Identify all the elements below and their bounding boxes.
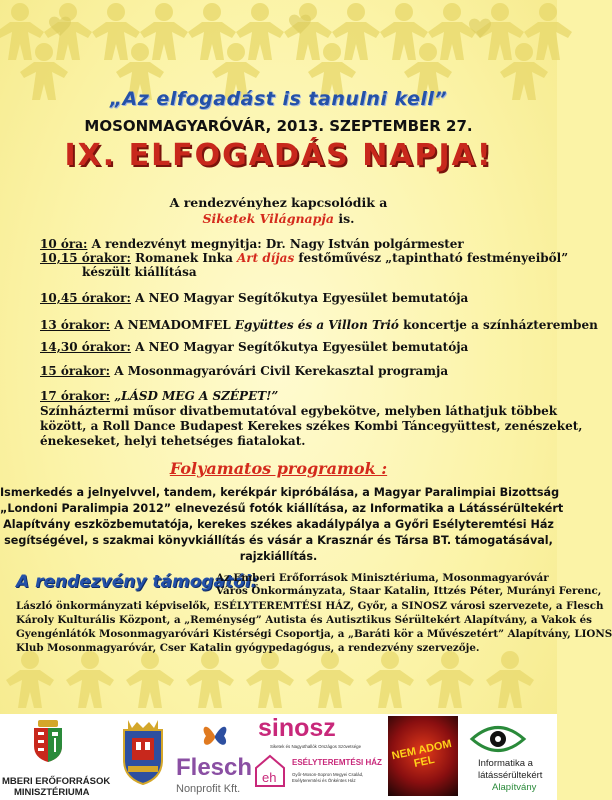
eye-logo-icon <box>468 722 528 756</box>
program-time: 10,15 órakor: <box>40 251 131 265</box>
continuous-program-line: segítségével, s szakmai könyvkiállítás és vásár a Krasznár és Társa BT. támogatásával, <box>4 534 553 547</box>
program-text: koncertje a színházteremben <box>398 318 598 332</box>
continuous-program-line: rajzkiállítás. <box>239 550 318 563</box>
event-title: IX. ELFOGADÁS NAPJA! <box>64 138 493 173</box>
supporters-line: Károly Kulturális Központ, a „Reménység” Autista és Autisztikus Sérültekért Alapítvány, a Vakok és <box>16 614 592 626</box>
program-item <box>40 237 464 251</box>
informatika-logo-line3: Alapítvány <box>492 782 537 793</box>
continuous-program-line: Ismerkedés a jelnyelvvel, tandem, kerékpár kipróbálása, a Magyar Paralimpiai Bizottság <box>0 486 560 499</box>
supporters-line: Klub Mosonmagyaróvár, Cser Katalin gyógypedagógus, a rendezvény szervezője. <box>16 642 480 654</box>
event-date-location: MOSONMAGYARÓVÁR, 2013. SZEPTEMBER 27. <box>84 117 473 135</box>
informatika-logo-line1: Informatika a <box>478 758 533 769</box>
continuous-program-line: „Londoni Paralimpia 2012” elnevezésű fotók kiállítása, az Informatika a Látássérültekért <box>0 502 564 515</box>
program-text: Romanek Inka <box>130 251 238 265</box>
slogan: „Az elfogadást is tanulni kell” <box>109 88 448 110</box>
intro-highlight-line <box>0 211 557 226</box>
program-item <box>40 364 448 378</box>
program-item <box>40 340 468 354</box>
sinosz-logo-text: sinosz <box>258 714 336 742</box>
program-time: 10 óra: <box>40 237 88 251</box>
program-text: A Mosonmagyaróvári Civil Kerekasztal programja <box>110 364 449 378</box>
program-time: 13 órakor: <box>40 318 111 332</box>
esely-logo-subtitle: Győr-Moson-Sopron Megyei Család, Esélyteremtési és Önkéntes Ház <box>292 772 364 783</box>
svg-text:eh: eh <box>262 770 277 785</box>
flesch-butterfly-icon <box>200 720 230 752</box>
supporters-line: Város Önkormányzata, Staar Katalin, Ittzés Péter, Murányi Ferenc, <box>216 585 602 597</box>
program-item <box>40 291 468 305</box>
sponsor-logo-strip <box>0 714 557 800</box>
city-coat-of-arms-icon <box>118 716 168 786</box>
intro-highlight: Siketek Világnapja <box>202 211 334 226</box>
nemadomfel-band-logo <box>388 716 458 796</box>
program-item-continuation: készült kiállítása <box>82 265 197 279</box>
continuous-programs-title: Folyamatos programok : <box>169 459 388 478</box>
flesch-logo-text: Flesch <box>176 754 253 781</box>
program-text: festőművész „tapintható festményeiből” <box>294 251 569 265</box>
ministry-logo-line2: MINISZTÉRIUMA <box>14 787 90 798</box>
nemadomfel-logo-text: NEM ADOM FEL <box>390 737 453 770</box>
intro-suffix: is. <box>334 211 355 226</box>
program-description: énekeseket, helyi tehetséges fiatalokat. <box>40 434 306 448</box>
intro-line: A rendezvényhez kapcsolódik a <box>169 195 388 210</box>
supporters-line: László önkormányzati képviselők, ESÉLYTEREMTÉSI HÁZ, Győr, a SINOSZ városi szervezete, a Flesch <box>16 600 604 612</box>
program-text-italic: „LÁSD MEG A SZÉPET!” <box>110 389 279 403</box>
program-item <box>40 318 598 332</box>
program-text-italic: Együttes és a Villon Trió <box>234 318 399 332</box>
supporters-line: Gyengénlátók Mosonmagyaróvári Kistérségi Csoportja, a „Baráti kör a Művészetért” Alapítvány, LIONS <box>16 628 612 640</box>
esely-house-icon <box>254 754 286 788</box>
program-item <box>40 251 568 265</box>
hungarian-coat-of-arms-icon <box>30 718 66 764</box>
ministry-logo-line1: MBERI ERŐFORRÁSOK <box>2 776 111 787</box>
program-text: A NEO Magyar Segítőkutya Egyesület bemutatója <box>130 291 469 305</box>
esely-logo-text: ESÉLYTEREMTÉSI HÁZ <box>292 758 382 767</box>
program-time: 10,45 órakor: <box>40 291 131 305</box>
program-description: között, a Roll Dance Budapest Kerekes székes Kombi Táncegyüttest, zenészeket, <box>40 419 583 433</box>
sinosz-logo-subtitle: Siketek és Nagyothallók Országos Szövetsége <box>270 744 362 749</box>
informatika-logo-line2: látássérültekért <box>478 770 543 781</box>
program-text: A rendezvényt megnyitja: Dr. Nagy István polgármester <box>87 237 464 251</box>
supporters-line: Az Emberi Erőforrások Minisztériuma, Mosonmagyaróvár <box>216 572 549 584</box>
program-text-italic: Art díjas <box>237 251 295 265</box>
program-text: A NEMADOMFEL <box>110 318 235 332</box>
program-description: Színháztermi műsor divatbemutatóval egybekötve, melyben láthatjuk többek <box>40 404 558 418</box>
program-item <box>40 389 278 403</box>
program-text: A NEO Magyar Segítőkutya Egyesület bemutatója <box>130 340 469 354</box>
continuous-program-line: Alapítvány eszközbemutatója, kerekes székes akadálypálya a Győri Esélyteremtési Ház <box>3 518 554 531</box>
program-time: 14,30 órakor: <box>40 340 131 354</box>
supporters-title: A rendezvény támogatói: <box>16 572 258 592</box>
paper-chain-top-decoration <box>0 0 557 90</box>
program-time: 15 órakor: <box>40 364 111 378</box>
flesch-logo-subtitle: Nonprofit Kft. <box>176 783 241 795</box>
program-time: 17 órakor: <box>40 389 111 403</box>
